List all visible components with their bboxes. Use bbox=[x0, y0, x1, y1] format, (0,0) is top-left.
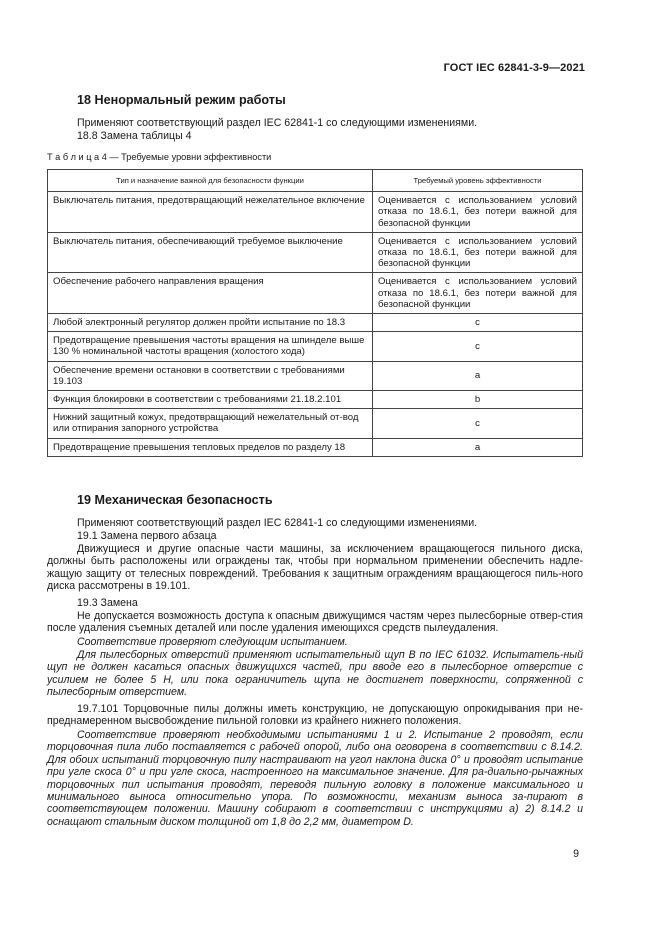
efficiency-table bbox=[47, 169, 583, 457]
table-caption: Т а б л и ц а 4 — Требуемые уровни эффективности bbox=[47, 152, 272, 162]
table-row bbox=[48, 314, 583, 332]
table-cell-level: c bbox=[373, 409, 583, 438]
table-row bbox=[48, 409, 583, 438]
table-cell-function: Выключатель питания, предотвращающий нежелательное включение bbox=[48, 192, 373, 233]
table-cell-level: Оценивается с использованием условий отказа по 18.6.1, без потери важной для безопасной функции bbox=[373, 232, 583, 273]
table-cell-level: Оценивается с использованием условий отказа по 18.6.1, без потери важной для безопасной функции bbox=[373, 273, 583, 314]
sec19-paragraph-3: Движущиеся и другие опасные части машины, за исключением вращающегося пильного диска, должны быть расположены или ограждены так, чтобы при нормальном применении обеспечить надле-жащую защиту от телесных повреждений. Требования к защитным ограждениям вращающегося пиль-ного диска рассмотрены в 19.101. bbox=[47, 543, 583, 593]
table-cell-level: b bbox=[373, 391, 583, 409]
sec19-paragraph-8: 19.7.101 Торцовочные пилы должны иметь конструкцию, не допускающую опрокидывания при не-преднамеренном высвобождение пильной головки из крайнего нижнего положения. bbox=[47, 703, 583, 728]
table-row bbox=[48, 273, 583, 314]
sec19-paragraph-7: Для пылесборных отверстий применяют испытательный щуп B по IEC 61032. Испытатель-ный щуп не должен касаться опасных движущихся частей, при вводе его в пылесборное отверстие с усилием не более 5 Н, или пока ограничитель щупа не достигнет поверхности, сопряженной с пылесборным отверстием. bbox=[47, 649, 583, 699]
sec19-paragraph-5: Не допускается возможность доступа к опасным движущимся частям через пылесборные отвер-стия после удаления съемных деталей или после удаления имеющихся средств пылеудаления. bbox=[47, 610, 583, 635]
table-cell-level: a bbox=[373, 438, 583, 456]
table-row bbox=[48, 391, 583, 409]
table-row bbox=[48, 438, 583, 456]
table-row bbox=[48, 361, 583, 390]
table-cell-function: Выключатель питания, обеспечивающий требуемое выключение bbox=[48, 232, 373, 273]
section-19-title: 19 Механическая безопасность bbox=[77, 493, 273, 507]
table-header-function: Тип и назначение важной для безопасности функции bbox=[48, 170, 373, 192]
sec19-paragraph-2: 19.1 Замена первого абзаца bbox=[77, 530, 217, 542]
table-cell-level: Оценивается с использованием условий отказа по 18.6.1, без потери важной для безопасной функции bbox=[373, 192, 583, 233]
document-code: ГОСТ IEC 62841-3-9—2021 bbox=[443, 62, 585, 74]
sec19-paragraph-4: 19.3 Замена bbox=[77, 597, 138, 609]
sec18-paragraph-1: Применяют соответствующий раздел IEC 62841-1 со следующими изменениями. bbox=[77, 117, 478, 129]
table-row bbox=[48, 192, 583, 233]
sec19-paragraph-6: Соответствие проверяют следующим испытанием. bbox=[77, 636, 348, 648]
table-cell-function: Обеспечение времени остановки в соответствии с требованиями 19.103 bbox=[48, 361, 373, 390]
page-number: 9 bbox=[573, 848, 579, 860]
table-row bbox=[48, 332, 583, 361]
table-header-row bbox=[48, 170, 583, 192]
table-cell-function: Любой электронный регулятор должен пройти испытание по 18.3 bbox=[48, 314, 373, 332]
table-cell-function: Нижний защитный кожух, предотвращающий нежелательный от-вод или отпирания запорного устройства bbox=[48, 409, 373, 438]
table-cell-function: Предотвращение превышения тепловых пределов по разделу 18 bbox=[48, 438, 373, 456]
table-cell-level: c bbox=[373, 314, 583, 332]
table-cell-function: Предотвращение превышения частоты вращения на шпинделе выше 130 % номинальной частоты вращения (холостого хода) bbox=[48, 332, 373, 361]
table-cell-level: a bbox=[373, 361, 583, 390]
table-header-level: Требуемый уровень эффективности bbox=[373, 170, 583, 192]
table-cell-level: c bbox=[373, 332, 583, 361]
section-18-title: 18 Ненормальный режим работы bbox=[77, 93, 286, 107]
sec18-paragraph-2: 18.8 Замена таблицы 4 bbox=[77, 130, 192, 142]
sec19-paragraph-1: Применяют соответствующий раздел IEC 62841-1 со следующими изменениями. bbox=[77, 517, 478, 529]
table-cell-function: Функция блокировки в соответствии с требованиями 21.18.2.101 bbox=[48, 391, 373, 409]
table-cell-function: Обеспечение рабочего направления вращения bbox=[48, 273, 373, 314]
sec19-paragraph-9: Соответствие проверяют необходимыми испытаниями 1 и 2. Испытание 2 проводят, если торцовочная пила либо поставляется с рабочей опорой, либо она оговорена в соответствии с 8.14.2. Для обоих испытаний торцовочную пилу настраивают на угол наклона диска 0° и проводят испытание при угле скоса 0° и при угле скоса, настроенного на максимальное значение. Для ра-диально-рычажных торцовочных пил испытания проводят, переводя пильную головку в положение максимального и минимального выноса относительно упора. По возможности, механизм выноса за-пирают в соответствующем положении. Машину собирают в соответствии с инструкциями а) 2) 8.14.2 и оснащают стальным диском толщиной от 1,8 до 2,2 мм, диаметром D. bbox=[47, 729, 583, 828]
table-row bbox=[48, 232, 583, 273]
